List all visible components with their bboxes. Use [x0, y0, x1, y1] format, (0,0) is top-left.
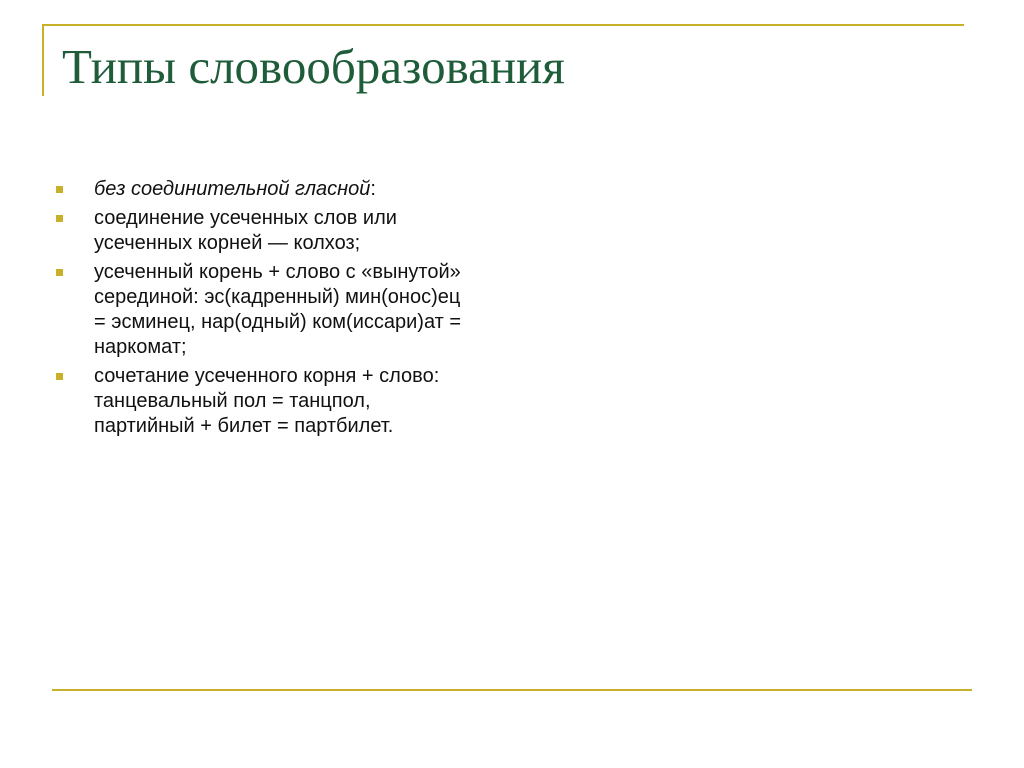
bottom-divider: [52, 689, 972, 691]
bullet-text: без соединительной гласной: [94, 178, 371, 200]
bullet-list: [54, 177, 474, 443]
list-item: [54, 206, 474, 256]
list-item: [54, 177, 474, 202]
top-divider: [42, 24, 964, 26]
list-item: [54, 364, 474, 439]
list-item: [54, 260, 474, 360]
left-divider: [42, 24, 44, 96]
bullet-text: усеченный корень + слово с «вынутой» серединой: эс(кадренный) мин(онос)ец = эсминец, нар(одный) ком(иссари)ат = наркомат;: [94, 261, 462, 358]
square-bullet-icon: [56, 186, 63, 193]
square-bullet-icon: [56, 215, 63, 222]
square-bullet-icon: [56, 373, 63, 380]
square-bullet-icon: [56, 269, 63, 276]
bullet-text: соединение усеченных слов или усеченных корней — колхоз;: [94, 207, 397, 254]
bullet-text: сочетание усеченного корня + слово: танцевальный пол = танцпол, партийный + билет = партбилет.: [94, 365, 440, 437]
bullet-suffix: :: [370, 178, 376, 200]
slide-title: Типы словообразования: [62, 39, 565, 94]
